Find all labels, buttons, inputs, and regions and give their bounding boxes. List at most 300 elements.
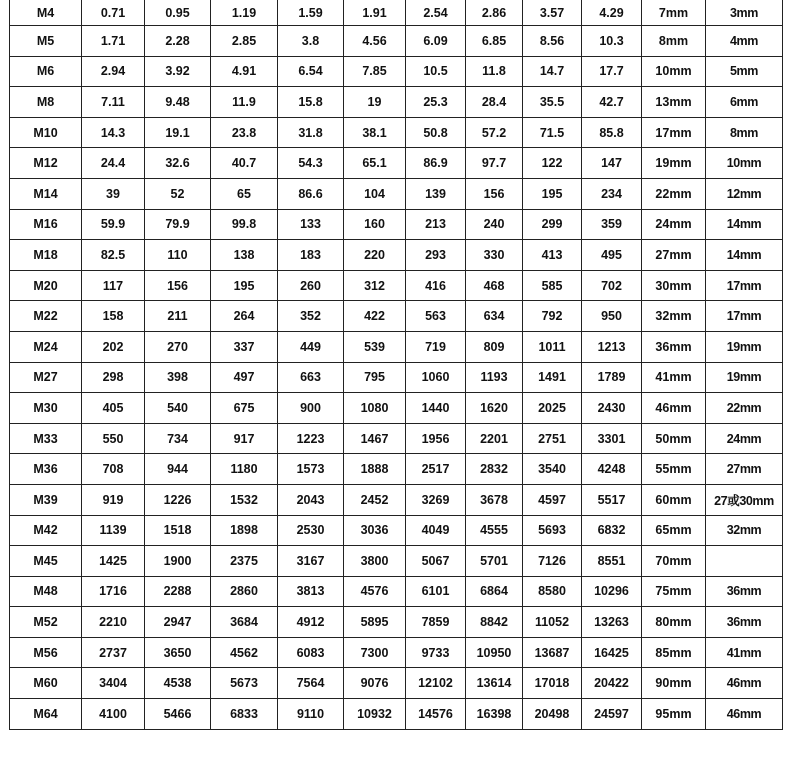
table-cell: 7126 (523, 546, 582, 577)
table-cell: 8mm (642, 26, 706, 57)
table-row (10, 0, 783, 26)
table-cell: 24mm (642, 209, 706, 240)
table-cell: 10.3 (582, 26, 642, 57)
table-cell: 1532 (211, 484, 278, 515)
table-row (10, 148, 783, 179)
thread-size-cell: M20 (10, 270, 82, 301)
table-cell: 10mm (642, 56, 706, 87)
table-cell: 1518 (145, 515, 211, 546)
table-cell: 240 (466, 209, 523, 240)
table-cell: 17mm (706, 270, 783, 301)
table-cell: 1060 (406, 362, 466, 393)
table-cell: 2201 (466, 423, 523, 454)
table-cell: 11052 (523, 607, 582, 638)
table-cell: 1193 (466, 362, 523, 393)
thread-size-cell: M10 (10, 117, 82, 148)
table-row (10, 331, 783, 362)
table-row (10, 270, 783, 301)
table-cell: 539 (344, 331, 406, 362)
table-cell: 734 (145, 423, 211, 454)
table-cell: 2832 (466, 454, 523, 485)
table-cell: 708 (82, 454, 145, 485)
table-row (10, 87, 783, 118)
table-cell: 12mm (706, 178, 783, 209)
table-cell: 110 (145, 240, 211, 271)
table-cell: 422 (344, 301, 406, 332)
table-cell: 8.56 (523, 26, 582, 57)
thread-size-cell: M16 (10, 209, 82, 240)
table-cell: 5693 (523, 515, 582, 546)
table-cell (706, 546, 783, 577)
table-cell: 2530 (278, 515, 344, 546)
table-cell: 4538 (145, 668, 211, 699)
table-cell: 3800 (344, 546, 406, 577)
table-cell: 117 (82, 270, 145, 301)
table-row (10, 454, 783, 485)
table-row (10, 607, 783, 638)
table-cell: 2947 (145, 607, 211, 638)
table-cell: 10.5 (406, 56, 466, 87)
table-cell: 2375 (211, 546, 278, 577)
table-cell: 3.57 (523, 0, 582, 26)
table-cell: 413 (523, 240, 582, 271)
table-cell: 6864 (466, 576, 523, 607)
table-cell: 260 (278, 270, 344, 301)
table-cell: 24597 (582, 699, 642, 730)
table-cell: 156 (466, 178, 523, 209)
table-body (10, 0, 783, 729)
table-cell: 195 (211, 270, 278, 301)
table-cell: 28.4 (466, 87, 523, 118)
table-cell: 46mm (642, 393, 706, 424)
spec-table-container (9, 0, 782, 730)
table-cell: 917 (211, 423, 278, 454)
table-cell: 2.54 (406, 0, 466, 26)
table-cell: 70mm (642, 546, 706, 577)
table-cell: 1467 (344, 423, 406, 454)
table-cell: 264 (211, 301, 278, 332)
table-cell: 2517 (406, 454, 466, 485)
thread-size-cell: M27 (10, 362, 82, 393)
table-cell: 4mm (706, 26, 783, 57)
table-row (10, 699, 783, 730)
table-cell: 32.6 (145, 148, 211, 179)
table-cell: 6833 (211, 699, 278, 730)
table-cell: 6.85 (466, 26, 523, 57)
table-cell: 23.8 (211, 117, 278, 148)
table-cell: 3.92 (145, 56, 211, 87)
table-cell: 86.9 (406, 148, 466, 179)
table-cell: 133 (278, 209, 344, 240)
table-cell: 7.11 (82, 87, 145, 118)
table-cell: 27mm (642, 240, 706, 271)
table-cell: 156 (145, 270, 211, 301)
table-cell: 19mm (642, 148, 706, 179)
thread-size-cell: M52 (10, 607, 82, 638)
table-cell: 16398 (466, 699, 523, 730)
table-cell: 195 (523, 178, 582, 209)
table-cell: 919 (82, 484, 145, 515)
table-cell: 5673 (211, 668, 278, 699)
table-cell: 6mm (706, 87, 783, 118)
table-cell: 13687 (523, 637, 582, 668)
table-cell: 398 (145, 362, 211, 393)
table-cell: 1080 (344, 393, 406, 424)
table-row (10, 546, 783, 577)
table-cell: 2452 (344, 484, 406, 515)
table-cell: 75mm (642, 576, 706, 607)
table-cell: 497 (211, 362, 278, 393)
table-cell: 3684 (211, 607, 278, 638)
table-cell: 944 (145, 454, 211, 485)
thread-size-cell: M4 (10, 0, 82, 26)
table-cell: 147 (582, 148, 642, 179)
table-cell: 1620 (466, 393, 523, 424)
table-cell: 6.09 (406, 26, 466, 57)
table-cell: 4562 (211, 637, 278, 668)
table-cell: 36mm (706, 607, 783, 638)
table-cell: 8551 (582, 546, 642, 577)
table-cell: 10296 (582, 576, 642, 607)
table-cell: 2.86 (466, 0, 523, 26)
table-cell: 85mm (642, 637, 706, 668)
table-cell: 3813 (278, 576, 344, 607)
table-cell: 3301 (582, 423, 642, 454)
table-cell: 27mm (706, 454, 783, 485)
table-cell: 2751 (523, 423, 582, 454)
table-cell: 3404 (82, 668, 145, 699)
table-cell: 32mm (706, 515, 783, 546)
table-cell: 54.3 (278, 148, 344, 179)
table-cell: 99.8 (211, 209, 278, 240)
table-cell: 13mm (642, 87, 706, 118)
table-cell: 3678 (466, 484, 523, 515)
table-cell: 41mm (706, 637, 783, 668)
thread-size-cell: M36 (10, 454, 82, 485)
thread-size-cell: M18 (10, 240, 82, 271)
table-row (10, 637, 783, 668)
table-cell: 14mm (706, 209, 783, 240)
table-cell: 6832 (582, 515, 642, 546)
table-cell: 52 (145, 178, 211, 209)
table-cell: 15.8 (278, 87, 344, 118)
table-cell: 337 (211, 331, 278, 362)
thread-size-cell: M42 (10, 515, 82, 546)
table-cell: 10950 (466, 637, 523, 668)
table-cell: 85.8 (582, 117, 642, 148)
table-cell: 36mm (642, 331, 706, 362)
table-cell: 1573 (278, 454, 344, 485)
table-cell: 550 (82, 423, 145, 454)
table-cell: 4597 (523, 484, 582, 515)
table-cell: 38.1 (344, 117, 406, 148)
thread-size-cell: M33 (10, 423, 82, 454)
table-cell: 82.5 (82, 240, 145, 271)
table-cell: 4049 (406, 515, 466, 546)
thread-size-cell: M45 (10, 546, 82, 577)
table-cell: 22mm (642, 178, 706, 209)
table-cell: 19mm (706, 362, 783, 393)
table-cell: 5701 (466, 546, 523, 577)
table-cell: 24.4 (82, 148, 145, 179)
table-cell: 71.5 (523, 117, 582, 148)
table-cell: 563 (406, 301, 466, 332)
table-cell: 30mm (642, 270, 706, 301)
table-cell: 211 (145, 301, 211, 332)
table-cell: 1716 (82, 576, 145, 607)
table-cell: 6101 (406, 576, 466, 607)
table-cell: 86.6 (278, 178, 344, 209)
table-cell: 359 (582, 209, 642, 240)
table-cell: 468 (466, 270, 523, 301)
table-row (10, 178, 783, 209)
table-cell: 4.91 (211, 56, 278, 87)
thread-size-cell: M56 (10, 637, 82, 668)
table-cell: 540 (145, 393, 211, 424)
table-row (10, 117, 783, 148)
table-cell: 4912 (278, 607, 344, 638)
table-cell: 234 (582, 178, 642, 209)
table-cell: 50.8 (406, 117, 466, 148)
table-cell: 11.8 (466, 56, 523, 87)
table-cell: 1011 (523, 331, 582, 362)
table-cell: 3540 (523, 454, 582, 485)
thread-size-cell: M30 (10, 393, 82, 424)
table-cell: 352 (278, 301, 344, 332)
table-cell: 17.7 (582, 56, 642, 87)
table-cell: 3269 (406, 484, 466, 515)
table-cell: 3650 (145, 637, 211, 668)
table-cell: 312 (344, 270, 406, 301)
table-cell: 330 (466, 240, 523, 271)
table-cell: 5517 (582, 484, 642, 515)
table-cell: 2288 (145, 576, 211, 607)
table-cell: 2.85 (211, 26, 278, 57)
table-cell: 17mm (706, 301, 783, 332)
table-cell: 90mm (642, 668, 706, 699)
table-cell: 416 (406, 270, 466, 301)
table-cell: 19.1 (145, 117, 211, 148)
table-cell: 2860 (211, 576, 278, 607)
table-row (10, 240, 783, 271)
table-cell: 14mm (706, 240, 783, 271)
thread-size-cell: M24 (10, 331, 82, 362)
table-cell: 9733 (406, 637, 466, 668)
table-cell: 795 (344, 362, 406, 393)
table-cell: 41mm (642, 362, 706, 393)
bolt-spec-table (9, 0, 783, 730)
table-cell: 792 (523, 301, 582, 332)
table-row (10, 56, 783, 87)
table-cell: 9110 (278, 699, 344, 730)
table-cell: 1440 (406, 393, 466, 424)
table-cell: 1213 (582, 331, 642, 362)
table-row (10, 209, 783, 240)
table-cell: 55mm (642, 454, 706, 485)
table-row (10, 393, 783, 424)
table-cell: 22mm (706, 393, 783, 424)
table-cell: 4.29 (582, 0, 642, 26)
table-cell: 1.19 (211, 0, 278, 26)
table-cell: 122 (523, 148, 582, 179)
table-cell: 20422 (582, 668, 642, 699)
table-cell: 0.95 (145, 0, 211, 26)
table-cell: 220 (344, 240, 406, 271)
table-cell: 7mm (642, 0, 706, 26)
table-cell: 19 (344, 87, 406, 118)
table-cell: 8842 (466, 607, 523, 638)
table-cell: 7300 (344, 637, 406, 668)
table-cell: 213 (406, 209, 466, 240)
table-cell: 25.3 (406, 87, 466, 118)
thread-size-cell: M12 (10, 148, 82, 179)
table-cell: 20498 (523, 699, 582, 730)
table-cell: 46mm (706, 668, 783, 699)
table-cell: 202 (82, 331, 145, 362)
table-cell: 95mm (642, 699, 706, 730)
table-cell: 9076 (344, 668, 406, 699)
table-cell: 299 (523, 209, 582, 240)
table-cell: 298 (82, 362, 145, 393)
table-row (10, 668, 783, 699)
thread-size-cell: M6 (10, 56, 82, 87)
table-cell: 2210 (82, 607, 145, 638)
table-cell: 35.5 (523, 87, 582, 118)
table-cell: 13263 (582, 607, 642, 638)
table-cell: 4100 (82, 699, 145, 730)
table-cell: 0.71 (82, 0, 145, 26)
table-cell: 24mm (706, 423, 783, 454)
table-cell: 6.54 (278, 56, 344, 87)
table-cell: 1226 (145, 484, 211, 515)
table-cell: 1491 (523, 362, 582, 393)
table-cell: 31.8 (278, 117, 344, 148)
table-row (10, 576, 783, 607)
table-cell: 19mm (706, 331, 783, 362)
table-cell: 10932 (344, 699, 406, 730)
thread-size-cell: M39 (10, 484, 82, 515)
table-cell: 5067 (406, 546, 466, 577)
table-cell: 1.71 (82, 26, 145, 57)
table-row (10, 423, 783, 454)
table-cell: 27或30mm (706, 484, 783, 515)
table-cell: 160 (344, 209, 406, 240)
table-cell: 10mm (706, 148, 783, 179)
thread-size-cell: M60 (10, 668, 82, 699)
table-cell: 9.48 (145, 87, 211, 118)
table-cell: 7.85 (344, 56, 406, 87)
table-row (10, 515, 783, 546)
table-cell: 5466 (145, 699, 211, 730)
thread-size-cell: M5 (10, 26, 82, 57)
table-cell: 719 (406, 331, 466, 362)
table-cell: 8580 (523, 576, 582, 607)
table-cell: 14.3 (82, 117, 145, 148)
table-cell: 449 (278, 331, 344, 362)
table-cell: 4555 (466, 515, 523, 546)
table-row (10, 484, 783, 515)
table-cell: 1789 (582, 362, 642, 393)
table-cell: 1223 (278, 423, 344, 454)
table-cell: 65mm (642, 515, 706, 546)
table-cell: 2025 (523, 393, 582, 424)
table-cell: 139 (406, 178, 466, 209)
table-cell: 13614 (466, 668, 523, 699)
table-row (10, 26, 783, 57)
table-cell: 8mm (706, 117, 783, 148)
table-cell: 5mm (706, 56, 783, 87)
table-cell: 1.59 (278, 0, 344, 26)
table-row (10, 301, 783, 332)
table-cell: 50mm (642, 423, 706, 454)
table-cell: 900 (278, 393, 344, 424)
table-cell: 59.9 (82, 209, 145, 240)
table-cell: 663 (278, 362, 344, 393)
thread-size-cell: M22 (10, 301, 82, 332)
table-cell: 158 (82, 301, 145, 332)
thread-size-cell: M8 (10, 87, 82, 118)
table-cell: 46mm (706, 699, 783, 730)
table-cell: 702 (582, 270, 642, 301)
table-cell: 2043 (278, 484, 344, 515)
table-cell: 97.7 (466, 148, 523, 179)
table-cell: 2430 (582, 393, 642, 424)
table-cell: 12102 (406, 668, 466, 699)
table-cell: 60mm (642, 484, 706, 515)
table-cell: 7859 (406, 607, 466, 638)
table-cell: 138 (211, 240, 278, 271)
table-cell: 57.2 (466, 117, 523, 148)
table-cell: 40.7 (211, 148, 278, 179)
table-cell: 42.7 (582, 87, 642, 118)
table-cell: 39 (82, 178, 145, 209)
table-cell: 270 (145, 331, 211, 362)
table-cell: 4576 (344, 576, 406, 607)
table-cell: 4248 (582, 454, 642, 485)
table-cell: 65 (211, 178, 278, 209)
table-cell: 14576 (406, 699, 466, 730)
table-cell: 1888 (344, 454, 406, 485)
table-cell: 1898 (211, 515, 278, 546)
table-cell: 1.91 (344, 0, 406, 26)
table-cell: 3mm (706, 0, 783, 26)
table-cell: 6083 (278, 637, 344, 668)
table-cell: 14.7 (523, 56, 582, 87)
table-cell: 16425 (582, 637, 642, 668)
table-cell: 5895 (344, 607, 406, 638)
table-cell: 1139 (82, 515, 145, 546)
table-cell: 293 (406, 240, 466, 271)
table-cell: 65.1 (344, 148, 406, 179)
table-cell: 1956 (406, 423, 466, 454)
table-cell: 183 (278, 240, 344, 271)
table-cell: 2.28 (145, 26, 211, 57)
table-cell: 634 (466, 301, 523, 332)
table-cell: 495 (582, 240, 642, 271)
table-cell: 2.94 (82, 56, 145, 87)
table-cell: 3036 (344, 515, 406, 546)
table-cell: 405 (82, 393, 145, 424)
table-cell: 585 (523, 270, 582, 301)
table-cell: 104 (344, 178, 406, 209)
table-cell: 809 (466, 331, 523, 362)
table-cell: 80mm (642, 607, 706, 638)
table-cell: 11.9 (211, 87, 278, 118)
table-row (10, 362, 783, 393)
table-cell: 3.8 (278, 26, 344, 57)
table-cell: 1425 (82, 546, 145, 577)
table-cell: 32mm (642, 301, 706, 332)
